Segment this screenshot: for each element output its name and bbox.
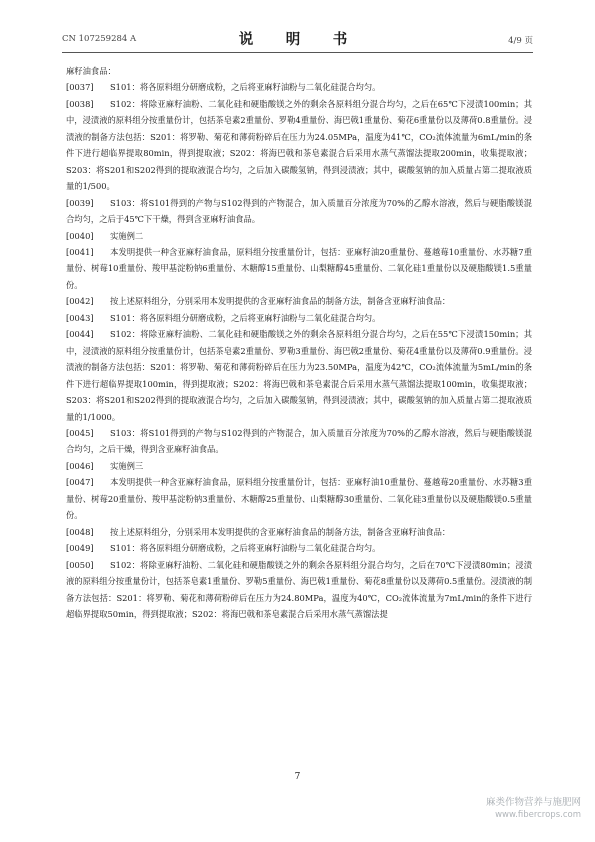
paragraph-text: S101：将各原料组分研磨成粉，之后将亚麻籽油粉与二氧化硅混合均匀。 bbox=[110, 82, 381, 93]
paragraph-number: [0038] bbox=[66, 98, 94, 109]
paragraph-text: S101：将各原料组分研磨成粉，之后将亚麻籽油粉与二氧化硅混合均匀。 bbox=[110, 312, 381, 323]
paragraph-text: S102：将除亚麻籽油粉、二氧化硅和硬脂酸镁之外的剩余各原料组分混合均匀，之后在65℃下浸渍100min；其中，浸渍液的原料组分按重量份计，包括茶皂素2重量份、罗勒4重量份、海巴戟1重量份、菊花6重量份以及薄荷0.8重量份。浸渍液的制备方法包括：S201：将罗勒、菊花和薄荷粉碎后在压力为24.05MPa，温度为41℃，CO₂流体流量为6mL/min的条件下进行超临界提取80min，得到提取液；S202：将海巴戟和茶皂素混合后采用水蒸气蒸馏法提取200min，收集提取液；S203：将S201和S202得到的提取液混合均匀，之后加入碳酸氢钠，得到浸渍液；其中，碳酸氢钠的加入质量占第二提取液质量的1/500。 bbox=[66, 98, 532, 192]
paragraph-number: [0043] bbox=[66, 312, 94, 323]
document-body bbox=[66, 63, 532, 622]
paragraph-text: S102：将除亚麻籽油粉、二氧化硅和硬脂酸镁之外的剩余各原料组分混合均匀，之后在55℃下浸渍150min；其中，浸渍液的原料组分按重量份计，包括茶皂素2重量份、罗勒3重量份、海巴戟2重量份、菊花4重量份以及薄荷0.9重量份。浸渍液的制备方法包括：S201：将罗勒、菊花和薄荷粉碎后在压力为23.50MPa，温度为42℃，CO₂流体流量为5mL/min的条件下进行超临界提取100min，得到提取液；S202：将海巴戟和茶皂素混合后采用水蒸气蒸馏法提取100min，收集提取液；S203：将S201和S202得到的提取液混合均匀，之后加入碳酸氢钠，得到浸渍液；其中，碳酸氢钠的加入质量占第二提取液质量的1/1000。 bbox=[66, 329, 532, 422]
paragraph bbox=[66, 293, 532, 309]
paragraph-number: [0041] bbox=[66, 246, 94, 257]
paragraph bbox=[66, 540, 532, 556]
paragraph bbox=[66, 458, 532, 474]
paragraph bbox=[66, 228, 532, 244]
paragraph-number: [0045] bbox=[66, 427, 94, 438]
paragraph bbox=[66, 524, 532, 540]
paragraph bbox=[66, 244, 532, 293]
paragraph-number: [0037] bbox=[66, 82, 94, 93]
paragraph bbox=[66, 557, 532, 623]
patent-number: CN 107259284 A bbox=[62, 34, 137, 44]
paragraph-number: [0047] bbox=[66, 477, 94, 488]
paragraph-text: 实施例三 bbox=[110, 460, 144, 471]
paragraph-number: [0040] bbox=[66, 230, 94, 241]
paragraph-text: 实施例二 bbox=[110, 230, 144, 241]
paragraph bbox=[66, 195, 532, 228]
paragraph-text: 本发明提供一种含亚麻籽油食品，原料组分按重量份计，包括：亚麻籽油10重量份、蔓越莓20重量份、水苏糖3重量份、树莓20重量份、羧甲基淀粉钠3重量份、木糖醇25重量份、山梨糖醇30重量份、二氧化硅3重量份以及硬脂酸镁0.5重量份。 bbox=[66, 477, 532, 521]
paragraph-text: S103：将S101得到的产物与S102得到的产物混合，加入质量百分浓度为70%的乙醇水溶液，然后与硬脂酸镁混合均匀，之后于45℃下干燥，得到含亚麻籽油食品。 bbox=[66, 197, 532, 225]
paragraph-number: [0048] bbox=[66, 526, 94, 537]
paragraph bbox=[66, 96, 532, 195]
paragraph bbox=[66, 79, 532, 95]
header-rule bbox=[62, 52, 533, 53]
paragraph-text: 按上述原料组分，分别采用本发明提供的含亚麻籽油食品的制备方法，制备含亚麻籽油食品： bbox=[110, 526, 451, 537]
paragraph-text: 麻籽油食品： bbox=[66, 66, 116, 76]
paragraph bbox=[66, 474, 532, 523]
watermark-site-name: 麻类作物营养与施肥网 bbox=[485, 797, 581, 808]
paragraph bbox=[66, 310, 532, 326]
paragraph-text: 按上述原料组分，分别采用本发明提供的含亚麻籽油食品的制备方法，制备含亚麻籽油食品： bbox=[110, 296, 451, 307]
paragraph-text: S102：将除亚麻籽油粉、二氧化硅和硬脂酸镁之外的剩余各原料组分混合均匀，之后在70℃下浸渍80min；浸渍液的原料组分按重量份计，包括茶皂素1重量份、罗勒5重量份、海巴戟1重量份、菊花8重量份以及薄荷0.5重量份。浸渍液的制备方法包括：S201：将罗勒、菊花和薄荷粉碎后在压力为24.80MPa，温度为40℃，CO₂流体流量为7mL/min的条件下进行超临界提取50min，得到提取液；S202：将海巴戟和茶皂素混合后采用水蒸气蒸馏法提 bbox=[66, 559, 532, 619]
paragraph-text: S101：将各原料组分研磨成粉，之后将亚麻籽油粉与二氧化硅混合均匀。 bbox=[110, 543, 381, 554]
paragraph bbox=[66, 425, 532, 458]
watermark bbox=[486, 796, 581, 822]
page-number: 7 bbox=[294, 772, 301, 782]
paragraph-number: [0050] bbox=[66, 559, 94, 570]
paragraph-text: 本发明提供一种含亚麻籽油食品，原料组分按重量份计，包括：亚麻籽油20重量份、蔓越莓10重量份、水苏糖7重量份、树莓10重量份、羧甲基淀粉钠6重量份、木糖醇15重量份、山梨糖醇45重量份、二氧化硅1重量份以及硬脂酸镁1.5重量份。 bbox=[66, 246, 532, 290]
paragraph-number: [0042] bbox=[66, 296, 94, 307]
watermark-url: www.fibercrops.com bbox=[495, 810, 581, 820]
page-indicator: 4/9 页 bbox=[508, 36, 533, 46]
paragraph-number: [0046] bbox=[66, 460, 94, 471]
paragraph-number: [0039] bbox=[66, 197, 94, 208]
document-title: 说 明 书 bbox=[238, 31, 357, 48]
paragraph-number: [0044] bbox=[66, 329, 94, 340]
paragraph bbox=[66, 63, 532, 79]
paragraph bbox=[66, 326, 532, 425]
paragraph-text: S103：将S101得到的产物与S102得到的产物混合，加入质量百分浓度为70%的乙醇水溶液，然后与硬脂酸镁混合均匀，之后干燥，得到含亚麻籽油食品。 bbox=[66, 427, 532, 455]
paragraph-number: [0049] bbox=[66, 543, 94, 554]
